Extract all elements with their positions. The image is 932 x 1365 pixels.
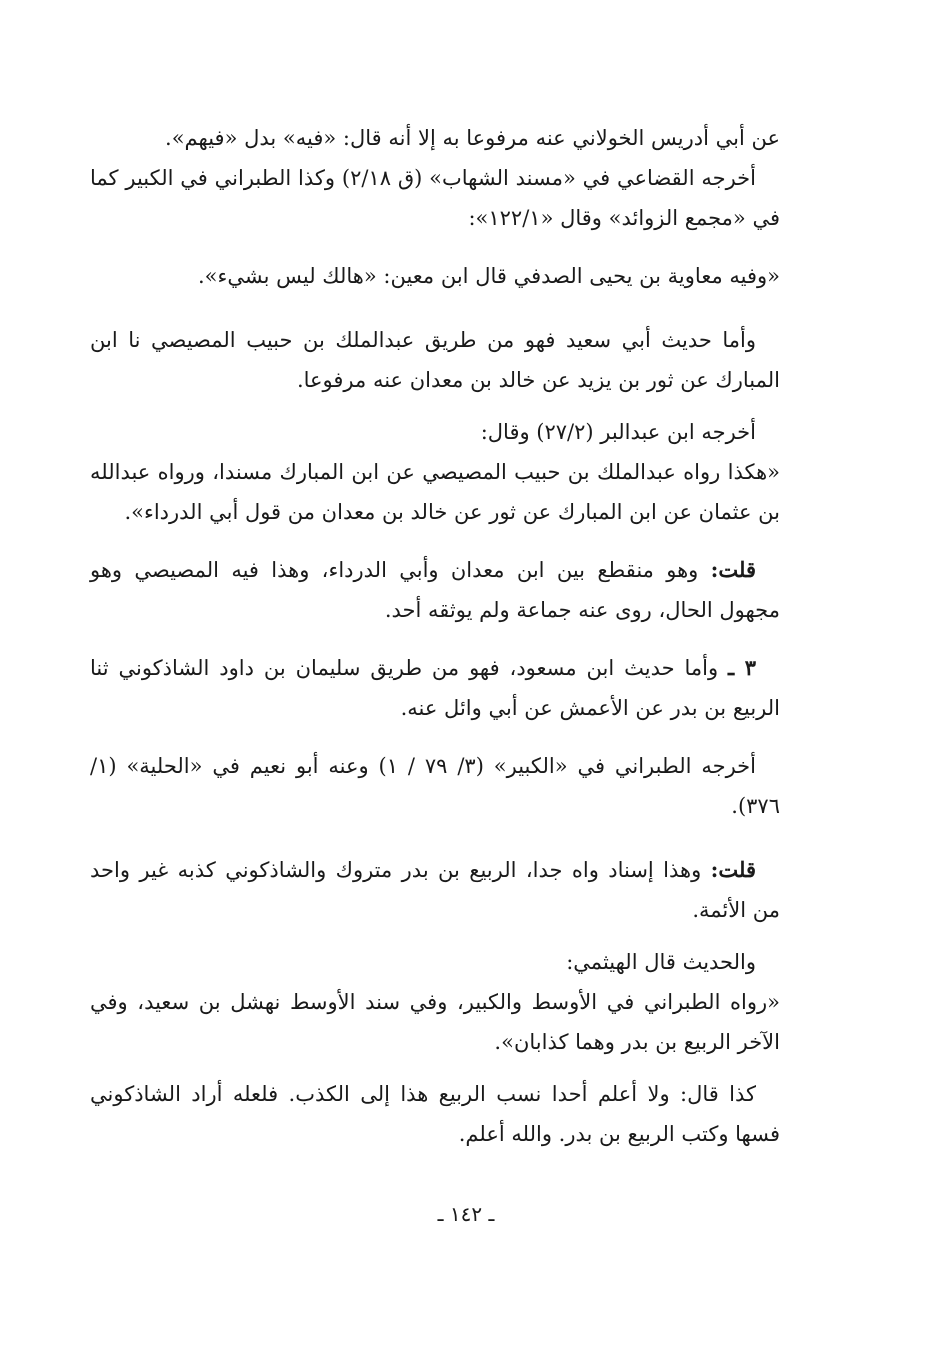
paragraph-11: والحديث قال الهيثمي: [566,950,756,974]
paragraph-7 [90,550,780,630]
page-body [90,118,780,1154]
paragraph-1: عن أبي أدريس الخولاني عنه مرفوعا به إلا أنه قال: «فيه» بدل «فيهم». [165,126,780,150]
qult-label: قلت: [710,857,756,882]
paragraph-9: أخرجه الطبراني في «الكبير» (٣/ ٧٩ / ١) وعنه أبو نعيم في «الحلية» (١/ ٣٧٦). [90,754,780,818]
paragraph-10 [90,850,780,930]
qult-label: قلت: [710,557,756,582]
paragraph-3: «وفيه معاوية بن يحيى الصدفي قال ابن معين: «هالك ليس بشيء». [197,264,780,288]
paragraph-10-text: وهذا إسناد واه جدا، الربيع بن بدر متروك والشاذكوني كذبه غير واحد من الأئمة. [90,858,780,922]
paragraph-6: «هكذا رواه عبدالملك بن حبيب المصيصي عن ابن المبارك مسندا، ورواه عبدالله بن عثمان عن ابن المبارك عن ثور عن خالد بن معدان من قول أبي الدرداء». [90,460,780,524]
item-number: ٣ ـ [728,655,756,680]
paragraph-5: أخرجه ابن عبدالبر (٢٧/٢) وقال: [480,420,756,444]
paragraph-4: وأما حديث أبي سعيد فهو من طريق عبدالملك بن حبيب المصيصي نا ابن المبارك عن ثور بن يزيد عن خالد بن معدان عنه مرفوعا. [90,328,780,392]
page-number: ـ ١٤٢ ـ [437,1202,495,1226]
paragraph-12: «رواه الطبراني في الأوسط والكبير، وفي سند الأوسط نهشل بن سعيد، وفي الآخر الربيع بن بدر وهما كذابان». [90,990,780,1054]
paragraph-8-text: وأما حديث ابن مسعود، فهو من طريق سليمان بن داود الشاذكوني ثنا الربيع بن بدر عن الأعمش عن أبي وائل عنه. [90,656,780,720]
paragraph-2: أخرجه القضاعي في «مسند الشهاب» (ق ٢/١٨) وكذا الطبراني في الكبير كما في «مجمع الزوائد» وقال «١٢٢/١»: [90,166,780,230]
paragraph-8 [90,648,780,728]
paragraph-7-text: وهو منقطع بين ابن معدان وأبي الدرداء، وهذا فيه المصيصي وهو مجهول الحال، روى عنه جماعة ولم يوثقه أحد. [90,558,780,622]
paragraph-13: كذا قال: ولا أعلم أحدا نسب الربيع هذا إلى الكذب. فلعله أراد الشاذكوني فسها وكتب الربيع بن بدر. والله أعلم. [90,1082,780,1146]
